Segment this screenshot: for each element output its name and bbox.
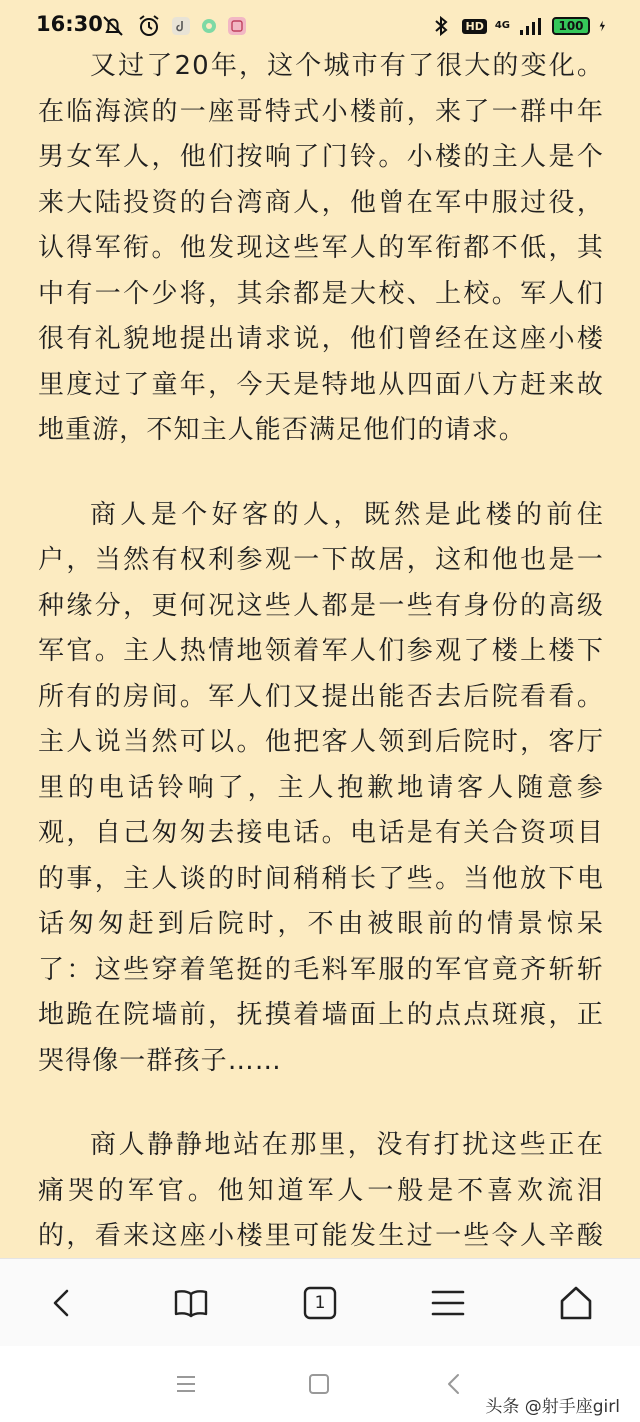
article-paragraph-3: 商人静静地站在那里，没有打扰这些正在痛哭的军官。他知道军人一般是不喜欢流泪的，看来这座小楼里可能发生过一些令人辛酸 (38, 1130, 604, 1251)
browser-toolbar (0, 1258, 640, 1347)
status-time: 16:30 (36, 12, 103, 36)
system-home-button[interactable] (305, 1370, 333, 1398)
charging-bolt-icon (598, 13, 612, 39)
system-nav-bar (0, 1346, 640, 1422)
app-notification-icon (200, 17, 218, 35)
battery-indicator: 100 (552, 17, 590, 35)
tiktok-app-icon (172, 17, 190, 35)
photo-app-icon (228, 17, 246, 35)
home-square-icon (305, 1370, 333, 1398)
signal-icon (518, 13, 544, 39)
menu-icon (429, 1284, 467, 1322)
menu-button[interactable] (420, 1275, 476, 1331)
bookmarks-button[interactable] (163, 1275, 219, 1331)
bluetooth-icon (428, 13, 454, 39)
alarm-clock-icon (136, 13, 162, 39)
status-right-icons (428, 12, 612, 40)
back-triangle-icon (440, 1370, 468, 1398)
alarm-off-icon (100, 13, 126, 39)
tab-count: 1 (314, 1293, 326, 1313)
status-left-icons (100, 12, 246, 40)
article-paragraph-1: 又过了20年，这个城市有了很大的变化。在临海滨的一座哥特式小楼前，来了一群中年男女军人，他们按响了门铃。小楼的主人是个来大陆投资的台湾商人，他曾在军中服过役，认得军衔。他发现这些军人的军衔都不低，其中有一个少将，其余都是大校、上校。军人们很有礼貌地提出请求说，他们曾经在这座小楼里度过了童年，今天是特地从四面八方赶来故地重游，不知主人能否满足他们的请求。 (38, 51, 604, 445)
system-back-button[interactable] (440, 1370, 468, 1398)
network-type: 4G (494, 20, 510, 31)
back-button[interactable] (34, 1275, 90, 1331)
hd-voice-icon: HD (462, 19, 486, 34)
article-body (38, 44, 604, 1344)
bookmarks-icon (172, 1284, 210, 1322)
home-icon (557, 1284, 595, 1322)
tabs-button[interactable] (292, 1275, 348, 1331)
recent-apps-button[interactable] (172, 1370, 200, 1398)
home-button[interactable] (548, 1275, 604, 1331)
recent-apps-icon (172, 1370, 200, 1398)
back-icon (43, 1284, 81, 1322)
watermark: 头条 @射手座girl (485, 1397, 620, 1417)
article-paragraph-2: 商人是个好客的人，既然是此楼的前住户，当然有权利参观一下故居，这和他也是一种缘分，更何况这些人都是一些有身份的高级军官。主人热情地领着军人们参观了楼上楼下所有的房间。军人们又提出能否去后院看看。主人说当然可以。他把客人领到后院时，客厅里的电话铃响了，主人抱歉地请客人随意参观，自己匆匆去接电话。电话是有关合资项目的事，主人谈的时间稍稍长了些。当他放下电话匆匆赶到后院时，不由被眼前的情景惊呆了：这些穿着笔挺的毛料军服的军官竟齐斩斩地跪在院墙前，抚摸着墙面上的点点斑痕，正哭得像一群孩子…… (38, 499, 604, 1076)
